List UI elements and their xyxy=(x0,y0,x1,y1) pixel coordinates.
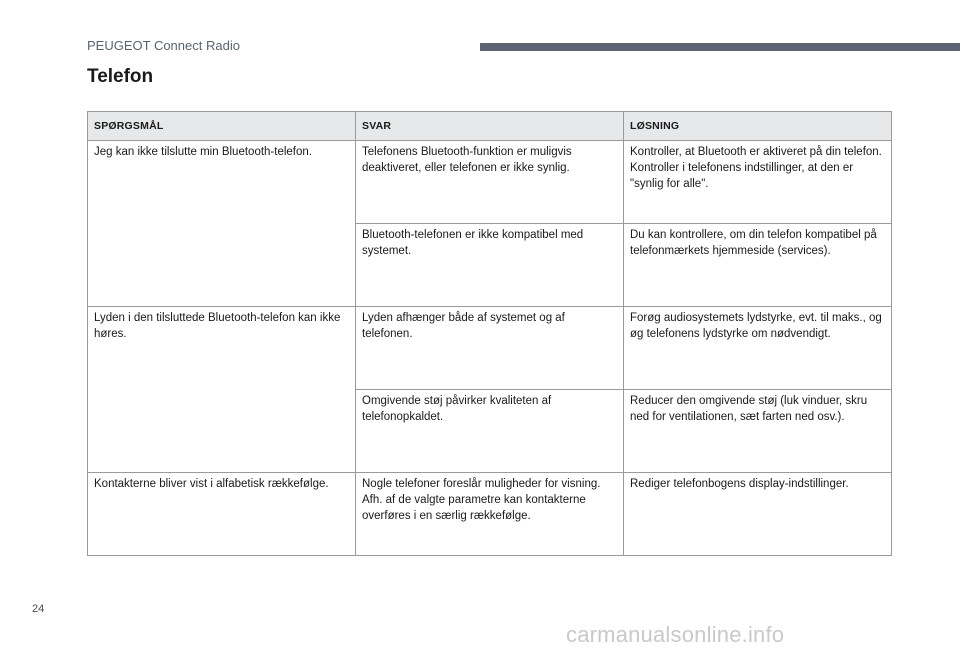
column-header-answer: SVAR xyxy=(356,112,624,141)
solution-cell: Rediger telefonbogens display-indstillinger. xyxy=(624,473,892,556)
table-row xyxy=(88,390,892,473)
table-header-row xyxy=(88,112,892,141)
answer-cell: Bluetooth-telefonen er ikke kompatibel med systemet. xyxy=(356,224,624,307)
question-cell: Jeg kan ikke tilslutte min Bluetooth-telefon. xyxy=(88,141,356,224)
question-cell xyxy=(88,224,356,307)
answer-cell: Lyden afhænger både af systemet og af telefonen. xyxy=(356,307,624,390)
page-number: 24 xyxy=(32,603,45,615)
header-bar xyxy=(480,43,960,51)
solution-cell: Reducer den omgivende støj (luk vinduer, skru ned for ventilationen, sæt farten ned osv.). xyxy=(624,390,892,473)
question-cell: Kontakterne bliver vist i alfabetisk rækkefølge. xyxy=(88,473,356,556)
question-cell: Lyden i den tilsluttede Bluetooth-telefon kan ikke høres. xyxy=(88,307,356,390)
question-cell xyxy=(88,390,356,473)
answer-cell: Nogle telefoner foreslår muligheder for visning. Afh. af de valgte parametre kan kontakterne overføres i en særlig rækkefølge. xyxy=(356,473,624,556)
manual-title: PEUGEOT Connect Radio xyxy=(87,38,240,53)
watermark: carmanualsonline.info xyxy=(566,622,785,647)
table-row xyxy=(88,307,892,390)
solution-cell: Forøg audiosystemets lydstyrke, evt. til maks., og øg telefonens lydstyrke om nødvendigt. xyxy=(624,307,892,390)
table-row xyxy=(88,224,892,307)
solution-cell: Du kan kontrollere, om din telefon kompatibel på telefonmærkets hjemmeside (services). xyxy=(624,224,892,307)
solution-cell: Kontroller, at Bluetooth er aktiveret på din telefon. Kontroller i telefonens indstillinger, at den er "synlig for alle". xyxy=(624,141,892,224)
page-title: Telefon xyxy=(87,66,154,87)
answer-cell: Telefonens Bluetooth-funktion er muligvis deaktiveret, eller telefonen er ikke synlig. xyxy=(356,141,624,224)
table-row xyxy=(88,141,892,224)
column-header-solution: LØSNING xyxy=(624,112,892,141)
faq-table xyxy=(87,111,892,556)
column-header-question: SPØRGSMÅL xyxy=(88,112,356,141)
answer-cell: Omgivende støj påvirker kvaliteten af telefonopkaldet. xyxy=(356,390,624,473)
table-row xyxy=(88,473,892,556)
